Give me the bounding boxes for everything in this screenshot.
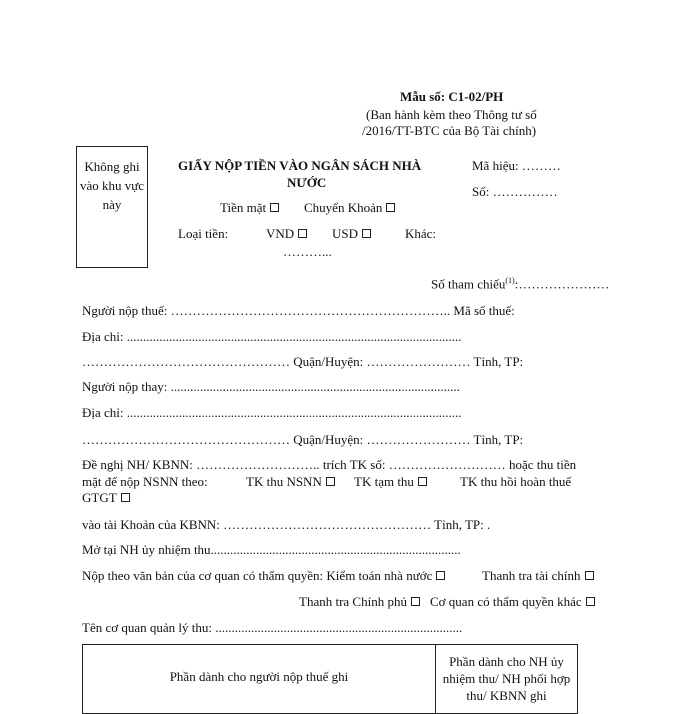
payer-line[interactable]: Người nộp thuế: ……………………………………………………….. Mã số thuế: <box>82 303 515 318</box>
so-number: Số: …………… <box>472 184 558 199</box>
thanh-tra-tc-label: Thanh tra tài chính <box>482 568 581 583</box>
per-document-line <box>82 568 445 584</box>
proxy-payer-line[interactable]: Người nộp thay: ......................................................................................... <box>82 379 460 394</box>
bank-request-line[interactable]: Đề nghị NH/ KBNN: ……………………….. trích TK số: ……………………… hoặc thu tiền <box>82 457 577 472</box>
thanh-tra-cp-option[interactable] <box>299 594 420 610</box>
tax-authority-line[interactable]: Tên cơ quan quản lý thu: ............................................................................ <box>82 620 463 635</box>
do-not-write-box <box>76 146 148 268</box>
district-line-1[interactable]: ………………………………………… Quận/Huyện: …………………… Tỉnh, TP: <box>82 354 524 369</box>
form-code: Mẫu số: C1-02/PH <box>400 89 504 104</box>
co-quan-khac-option[interactable] <box>430 594 595 610</box>
vnd-checkbox[interactable] <box>298 229 307 238</box>
khac-label: Khác: <box>405 226 437 241</box>
reference-footnote: (1) <box>505 276 515 285</box>
kbnn-account-line[interactable]: vào tài Khoản của KBNN: ………………………………………… Tỉnh, TP: . <box>82 517 491 532</box>
chuyen-khoan-option[interactable] <box>304 200 395 216</box>
thanh-tra-tc-option[interactable] <box>482 568 594 584</box>
issued-line-1: (Ban hành kèm theo Thông tư số <box>366 107 537 122</box>
form-title-line-2: NƯỚC <box>287 175 327 190</box>
vnd-label: VND <box>266 226 295 241</box>
tk-thu-nsnn-label: TK thu NSNN <box>246 474 322 489</box>
tk-tam-thu-option[interactable] <box>354 474 427 490</box>
thanh-tra-cp-label: Thanh tra Chính phủ <box>299 594 407 609</box>
kiem-toan-label: Kiểm toán nhà nước <box>326 568 433 583</box>
address-line-1[interactable]: Địa chỉ: ....................................................................................................... <box>82 329 462 344</box>
co-quan-khac-checkbox[interactable] <box>586 597 595 606</box>
usd-label: USD <box>332 226 359 241</box>
bank-section-header: Phần dành cho NH ủy nhiệm thu/ NH phối hợp thu/ KBNN ghi <box>442 654 571 703</box>
thanh-tra-tc-checkbox[interactable] <box>585 571 594 580</box>
issued-line-2: /2016/TT-BTC của Bộ Tài chính) <box>362 123 537 138</box>
taxpayer-section-header: Phần dành cho người nộp thuế ghi <box>169 669 349 684</box>
vnd-option[interactable] <box>266 226 307 242</box>
gtgt-option[interactable] <box>82 490 130 506</box>
form-title-line-1: GIẤY NỘP TIỀN VÀO NGÂN SÁCH NHÀ <box>178 158 422 173</box>
currency-label: Loại tiền: <box>178 226 229 241</box>
ma-hieu: Mã hiệu: ……… <box>472 158 561 173</box>
tk-tam-thu-checkbox[interactable] <box>418 477 427 486</box>
tk-tam-thu-label: TK tạm thu <box>354 474 414 489</box>
kiem-toan-option[interactable] <box>326 568 445 583</box>
chuyen-khoan-checkbox[interactable] <box>386 203 395 212</box>
gtgt-checkbox[interactable] <box>121 493 130 502</box>
currency-other-dots[interactable]: ………... <box>283 244 332 259</box>
tien-mat-checkbox[interactable] <box>270 203 279 212</box>
per-document-label: Nộp theo văn bản của cơ quan có thẩm quyền: <box>82 568 324 583</box>
gtgt-label: GTGT <box>82 490 117 505</box>
usd-option[interactable] <box>332 226 371 242</box>
reference-dots: :………………… <box>514 276 610 292</box>
district-line-2[interactable]: ………………………………………… Quận/Huyện: …………………… Tỉnh, TP: <box>82 432 524 447</box>
opened-at-line[interactable]: Mở tại NH ủy nhiệm thu............................................................................. <box>82 542 461 557</box>
reference-number[interactable] <box>431 276 609 292</box>
tk-thu-nsnn-option[interactable] <box>246 474 335 490</box>
thanh-tra-cp-checkbox[interactable] <box>411 597 420 606</box>
tk-thu-nsnn-checkbox[interactable] <box>326 477 335 486</box>
address-line-2[interactable]: Địa chỉ: ....................................................................................................... <box>82 405 462 420</box>
pay-to-prefix: mặt để nộp NSNN theo: <box>82 474 208 489</box>
tien-mat-label: Tiền mặt <box>220 200 267 215</box>
section-table <box>82 644 578 714</box>
usd-checkbox[interactable] <box>362 229 371 238</box>
reference-label: Số tham chiếu <box>431 276 506 292</box>
tk-thu-hoi-label: TK thu hồi hoàn thuế <box>460 474 572 489</box>
tien-mat-option[interactable] <box>220 200 279 216</box>
chuyen-khoan-label: Chuyển Khoản <box>304 200 383 215</box>
do-not-write-text: Không ghi vào khu vực này <box>79 159 145 212</box>
kiem-toan-checkbox[interactable] <box>436 571 445 580</box>
co-quan-khac-label: Cơ quan có thẩm quyền khác <box>430 594 582 609</box>
